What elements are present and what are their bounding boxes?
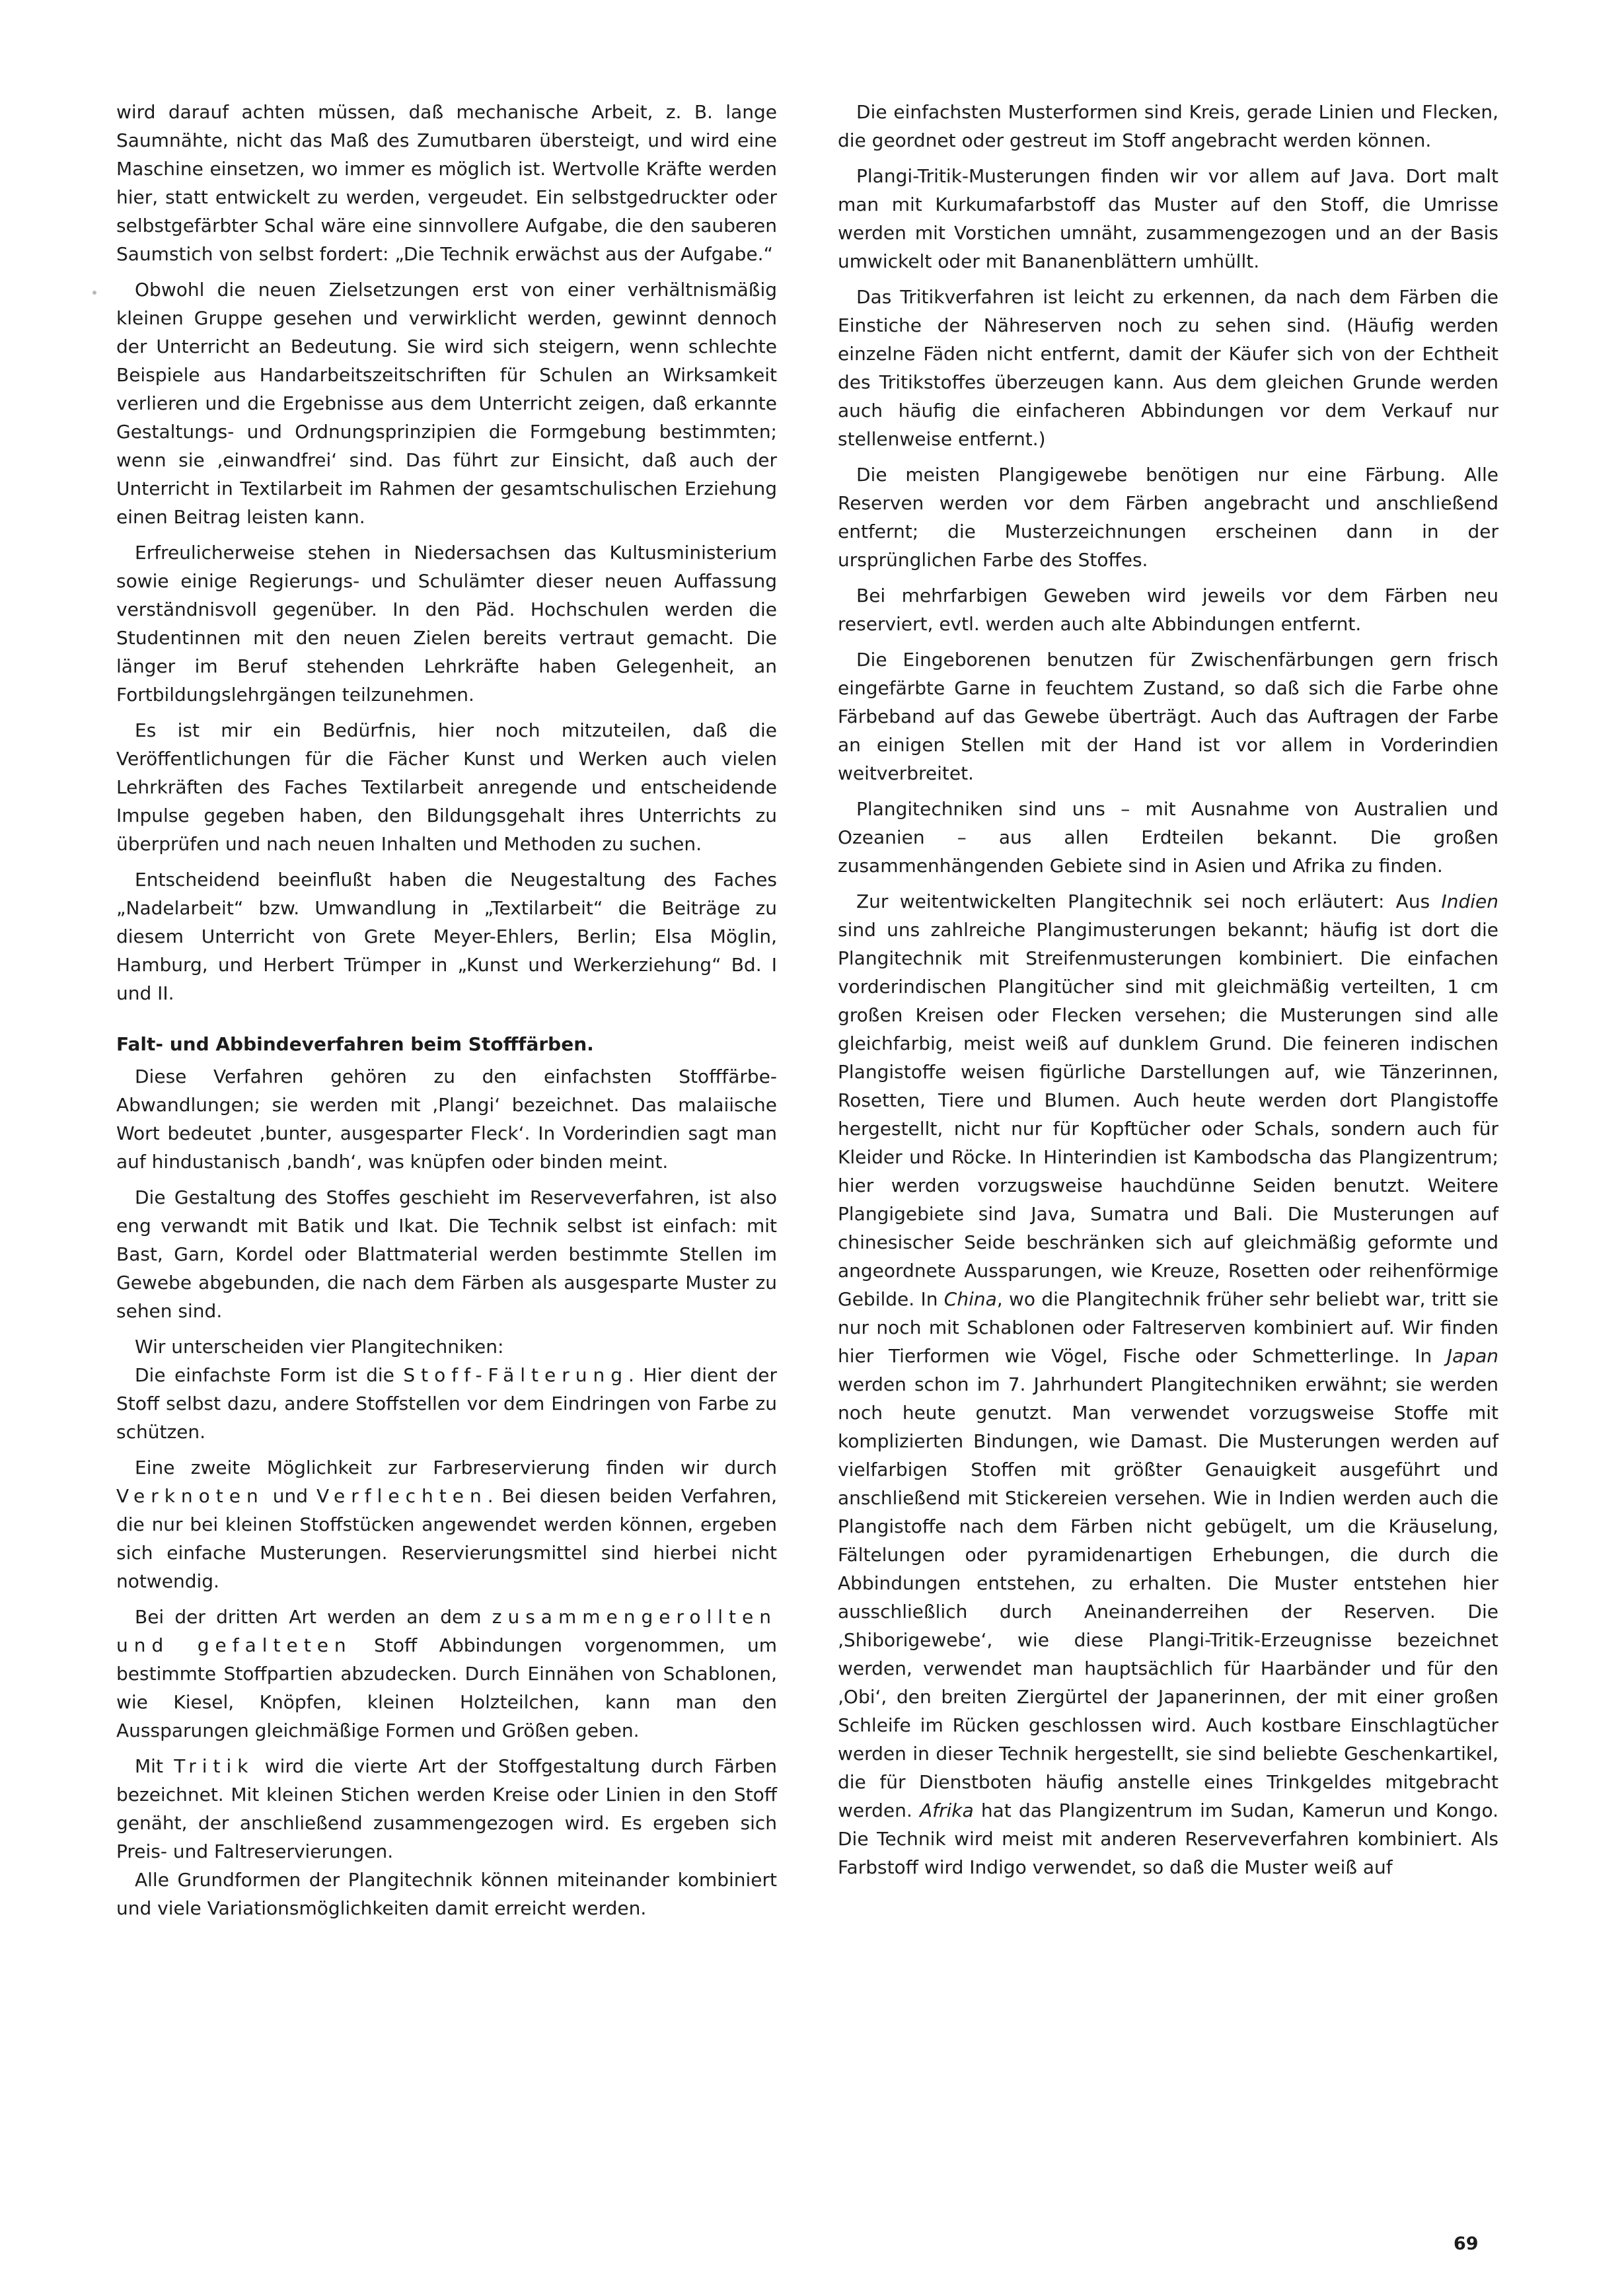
place-china: China bbox=[943, 1288, 997, 1310]
p8-text-c: , wo die Plangitechnik früher sehr beliebt war, tritt sie nur noch mit Schablonen oder Faltreserven kombiniert auf. Wir finden hier Tierformen wie Vögel, Fische oder Schmetterlinge. In bbox=[838, 1288, 1498, 1367]
right-paragraph-1: Die einfachsten Musterformen sind Kreis, gerade Linien und Flecken, die geordnet oder gestreut im Stoff angebracht werden können. bbox=[838, 101, 1498, 151]
page-number: 69 bbox=[1454, 2234, 1479, 2254]
scan-dot bbox=[92, 291, 96, 295]
place-indien: Indien bbox=[1441, 891, 1498, 912]
left-paragraph-2: Obwohl die neuen Zielsetzungen erst von einer verhältnismäßig kleinen Gruppe gesehen und verwirklicht werden, gewinnt dennoch der Unterricht an Bedeutung. Sie wird sich steigern, wenn schlechte Beispiele aus Handarbeitszeitschriften für Schulen an Wirksamkeit verlieren und die Ergebnisse aus dem Unterricht zeigen, daß erkannte Gestaltungs- und Ordnungsprinzipien die Formgebung bestimmten; wenn sie ‚einwandfrei‘ sind. Das führt zur Einsicht, daß auch der Unterricht in Textilarbeit im Rahmen der gesamtschulischen Erziehung einen Beitrag leisten kann. bbox=[116, 279, 777, 528]
left-paragraph-10 bbox=[116, 1453, 777, 1595]
left-paragraph-12 bbox=[116, 1752, 777, 1866]
p8-text-b: sind uns zahlreiche Plangimusterungen bekannt; häufig ist dort die Plangitechnik mit Streifenmusterungen kombiniert. Die einfachen vorderindischen Plangitücher sind mit gleichmäßig verteilten, 1 cm großen Kreisen oder Flecken versehen; die Musterungen sind alle gleichfarbig, meist weiß auf dunklem Grund. Die feineren indischen Plangistoffe weisen figürliche Darstellungen auf, wie Tänzerinnen, Rosetten, Tiere und Blumen. Auch heute werden dort Plangistoffe hergestellt, nicht nur für Kopftücher oder Schals, sondern auch für Kleider und Röcke. In Hinterindien ist Kambodscha das Plangizentrum; hier werden vorzugsweise hauchdünne Seiden benutzt. Weitere Plangigebiete sind Java, Sumatra und Bali. Die Musterungen auf chinesischer Seide beschränken sich auf gleichmäßig geformte und angeordnete Aussparungen, wie Kreuze, Rosetten oder reihenförmige Gebilde. In bbox=[838, 919, 1498, 1310]
p12-text-a: Mit bbox=[135, 1755, 174, 1777]
left-paragraph-11 bbox=[116, 1603, 777, 1745]
left-paragraph-6: Diese Verfahren gehören zu den einfachsten Stofffärbe-Abwandlungen; sie werden mit ‚Plangi‘ bezeichnet. Das malaiische Wort bedeutet ‚bunter, ausgesparter Fleck‘. In Vorderindien sagt man auf hindustanisch ‚bandh‘, was knüpfen oder binden meint. bbox=[116, 1066, 777, 1173]
left-paragraph-4: Es ist mir ein Bedürfnis, hier noch mitzuteilen, daß die Veröffentlichungen für die Fächer Kunst und Werken auch vielen Lehrkräften des Faches Textilarbeit anregende und entscheidende Impulse gegeben haben, den Bildungsgehalt ihres Unterrichts zu überprüfen und nach neuen Inhalten und Methoden zu suchen. bbox=[116, 719, 777, 855]
left-paragraph-5: Entscheidend beeinflußt haben die Neugestaltung des Faches „Nadelarbeit“ bzw. Umwandlung in „Textilarbeit“ die Beiträge zu diesem Unterricht von Grete Meyer-Ehlers, Berlin; Elsa Möglin, Hamburg, und Herbert Trümper in „Kunst und Werkerziehung“ Bd. I und II. bbox=[116, 869, 777, 1004]
right-paragraph-5: Bei mehrfarbigen Geweben wird jeweils vor dem Färben neu reserviert, evtl. werden auch alte Abbindungen entfernt. bbox=[838, 585, 1498, 635]
p9-text-b: . Hier dient der Stoff selbst dazu, andere Stoffstellen vor dem Eindringen von Farbe zu schützen. bbox=[116, 1364, 777, 1443]
left-column bbox=[116, 98, 777, 1922]
left-paragraph-7: Die Gestaltung des Stoffes geschieht im Reserveverfahren, ist also eng verwandt mit Batik und Ikat. Die Technik selbst ist einfach: mit Bast, Garn, Kordel oder Blattmaterial werden bestimmte Stellen im Gewebe abgebunden, die nach dem Färben als ausgesparte Muster zu sehen sind. bbox=[116, 1186, 777, 1322]
right-paragraph-7: Plangitechniken sind uns – mit Ausnahme von Australien und Ozeanien – aus allen Erdteilen bekannt. Die großen zusammenhängenden Gebiete sind in Asien und Afrika zu finden. bbox=[838, 798, 1498, 877]
left-paragraph-3: Erfreulicherweise stehen in Niedersachsen das Kultusministerium sowie einige Regierungs- und Schulämter dieser neuen Auffassung verständnisvoll gegenüber. In den Päd. Hochschulen werden die Studentinnen mit den neuen Zielen bereits vertraut gemacht. Die länger im Beruf stehenden Lehrkräfte haben Gelegenheit, an Fortbildungslehrgängen teilzunehmen. bbox=[116, 542, 777, 706]
left-paragraph-13: Alle Grundformen der Plangitechnik können miteinander kombiniert und viele Variationsmöglichkeiten damit erreicht werden. bbox=[116, 1869, 777, 1919]
p11-text-b: Stoff Abbindungen vorgenommen, um bestimmte Stoffpartien abzudecken. Durch Einnähen von Schablonen, wie Kiesel, Knöpfen, kleinen Holzteilchen, kann man den Aussparungen gleichmäßige Formen und Größen geben. bbox=[116, 1634, 777, 1741]
left-paragraph-8: Wir unterscheiden vier Plangitechniken: bbox=[135, 1336, 504, 1358]
p10-text-mid: und bbox=[264, 1485, 317, 1507]
p8-text-e: hat das Plangizentrum im Sudan, Kamerun und Kongo. Die Technik wird meist mit anderen Reserveverfahren kombiniert. Als Farbstoff wird Indigo verwendet, so daß die Muster weiß auf bbox=[838, 1800, 1498, 1878]
right-paragraph-3: Das Tritikverfahren ist leicht zu erkennen, da nach dem Färben die Einstiche der Nähreserven noch zu sehen sind. (Häufig werden einzelne Fäden nicht entfernt, damit der Käufer sich von der Echtheit des Tritikstoffes überzeugen kann. Aus dem gleichen Grunde werden auch häufig die einfacheren Abbindungen vor dem Verkauf nur stellenweise entfernt.) bbox=[838, 286, 1498, 450]
p10-text-b: . Bei diesen beiden Verfahren, die nur bei kleinen Stoffstücken angewendet werden können, ergeben sich einfache Musterungen. Reservierungsmittel sind hierbei nicht notwendig. bbox=[116, 1485, 777, 1592]
right-paragraph-6: Die Eingeborenen benutzen für Zwischenfärbungen gern frisch eingefärbte Garne in feuchtem Zustand, so daß sich die Farbe ohne Färbeband auf das Gewebe überträgt. Auch das Auftragen der Farbe an einigen Stellen mit der Hand ist vor allem in Vorderindien weitverbreitet. bbox=[838, 649, 1498, 784]
term-zusammengerollten: zusammengerollten und gefalteten bbox=[116, 1606, 777, 1656]
term-stoff-faelterung: Stoff-Fälterung bbox=[403, 1364, 629, 1386]
left-paragraph-1: wird darauf achten müssen, daß mechanische Arbeit, z. B. lange Saumnähte, nicht das Maß des Zumutbaren übersteigt, und wird eine Maschine einsetzen, wo immer es möglich ist. Wertvolle Kräfte werden hier, statt entwickelt zu werden, vergeudet. Ein selbstgedruckter oder selbstgefärbter Schal wäre eine sinnvollere Aufgabe, die den sauberen Saumstich von selbst fordert: „Die Technik erwächst aus der Aufgabe.“ bbox=[116, 101, 777, 265]
right-paragraph-2: Plangi-Tritik-Musterungen finden wir vor allem auf Java. Dort malt man mit Kurkumafarbstoff das Muster auf den Stoff, die Umrisse werden mit Vorstichen umnäht, zusammengezogen und an der Basis umwickelt oder mit Bananenblättern umhüllt. bbox=[838, 165, 1498, 272]
place-japan: Japan bbox=[1446, 1345, 1498, 1367]
p11-text-a: Bei der dritten Art werden an dem bbox=[135, 1606, 492, 1628]
right-column bbox=[838, 98, 1498, 1881]
section-heading: Falt- und Abbindeverfahren beim Stofffärben. bbox=[116, 1033, 594, 1055]
term-verflechten: Verflechten bbox=[316, 1485, 488, 1507]
left-paragraph-9 bbox=[116, 1361, 777, 1446]
term-verknoten: Verknoten bbox=[116, 1485, 264, 1507]
p10-text-a: Eine zweite Möglichkeit zur Farbreservierung finden wir durch bbox=[135, 1457, 777, 1478]
p9-text-a: Die einfachste Form ist die bbox=[135, 1364, 404, 1386]
term-tritik: Tritik bbox=[174, 1755, 254, 1777]
p8-text-a: Zur weitentwickelten Plangitechnik sei noch erläutert: Aus bbox=[856, 891, 1442, 912]
p8-text-d: werden schon im 7. Jahrhundert Plangitechniken erwähnt; sie werden noch heute genutzt. Man verwendet vorzugsweise Stoffe mit komplizierten Bindungen, wie Damast. Die Musterungen werden auf vielfarbigen Stoffen mit größter Genauigkeit ausgeführt und anschließend mit Stickereien versehen. Wie in Indien werden auch die Plangistoffe nach dem Färben nicht gebügelt, um die Kräuselung, Fältelungen oder pyramidenartigen Erhebungen, die durch die Abbindungen entstehen, zu erhalten. Die Muster entstehen hier ausschließlich durch Aneinanderreihen der Reserven. Die ‚Shiborigewebe‘, wie diese Plangi-Tritik-Erzeugnisse bezeichnet werden, verwendet man hauptsächlich für Haarbänder und für den ‚Obi‘, den breiten Ziergürtel der Japanerinnen, der mit einer großen Schleife im Rücken geschlossen wird. Auch kostbare Einschlagtücher werden in dieser Technik hergestellt, sie sind beliebte Geschenkartikel, die für Dienstboten häufig anstelle eines Trinkgeldes mitgebracht werden. bbox=[838, 1373, 1498, 1821]
right-paragraph-8 bbox=[838, 887, 1498, 1881]
place-afrika: Afrika bbox=[919, 1800, 974, 1821]
right-paragraph-4: Die meisten Plangigewebe benötigen nur eine Färbung. Alle Reserven werden vor dem Färben angebracht und anschließend entfernt; die Musterzeichnungen erscheinen dann in der ursprünglichen Farbe des Stoffes. bbox=[838, 464, 1498, 571]
p12-text-b: wird die vierte Art der Stoffgestaltung durch Färben bezeichnet. Mit kleinen Stichen werden Kreise oder Linien in den Stoff genäht, der anschließend zusammengezogen wird. Es ergeben sich Preis- und Faltreservierungen. bbox=[116, 1755, 777, 1862]
